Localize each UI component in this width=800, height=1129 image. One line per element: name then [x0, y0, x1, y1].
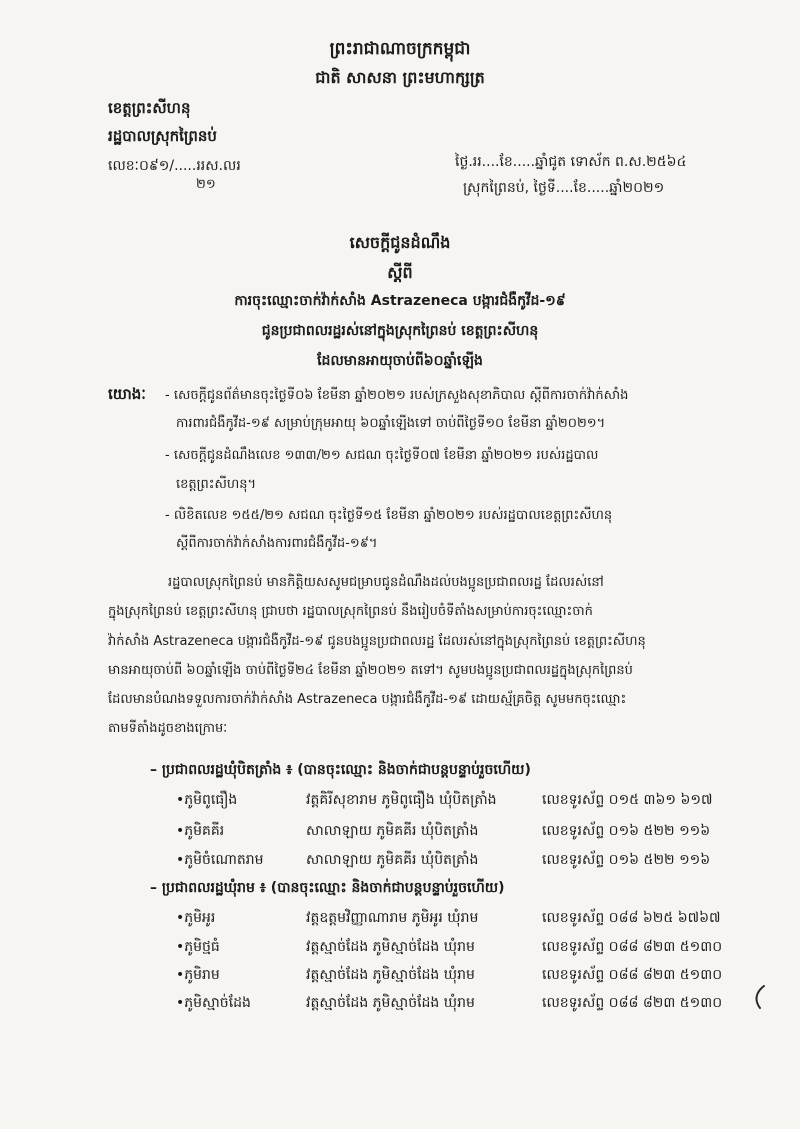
body-line-2: ក្នុងស្រុកព្រៃនប់ ខេត្តព្រះសីហនុ ជ្រាបថា រដ្ឋបាលស្រុកព្រៃនប់ នឹងរៀបចំទីតាំងសម្រាប់ការចុះឈ្មោះចាក់ — [108, 604, 593, 619]
reference-item-3-line-2: ស្ដីពីការចាក់វ៉ាក់សាំងការពារជំងឺកូវីដ-១៩។ — [176, 536, 378, 551]
reference-value: ០៩១/.....ររស.លរ — [138, 158, 241, 174]
village-phone: លេខទូរស័ព្ទ ០១៦ ៥២២ ១១៦ — [542, 823, 711, 839]
village-name: •ភូមិស្មាច់ដែង — [176, 995, 251, 1011]
reference-item-2-line-1: - សេចក្ដីជូនដំណឹងលេខ ១៣៣/២១ សជណ ចុះថ្ងៃទី០៧ ខែមីនា ឆ្នាំ២០២១ របស់រដ្ឋបាល — [165, 448, 599, 463]
reference-item-1-line-1: - សេចក្ដីជូនព័ត៌មានចុះថ្ងៃទី០៦ ខែមីនា ឆ្នាំ២០២១ របស់ក្រសួងសុខាភិបាល ស្ដីពីការចាក់វ៉ាក់សាំង — [165, 388, 629, 403]
reference-label: លេខៈ — [108, 158, 139, 174]
reference-item-3-line-1: - លិខិតលេខ ១៥៥/២១ សជណ ចុះថ្ងៃទី១៥ ខែមីនា ឆ្នាំ២០២១ របស់រដ្ឋបាលខេត្តព្រះសីហនុ — [165, 508, 613, 523]
village-location: វត្តឧត្តមវិញ្ញាណារាម ភូមិអូរ ឃុំរាម — [306, 910, 479, 926]
village-location: សាលាឡាយ ភូមិគគីរ ឃុំបិតត្រាំង — [306, 852, 479, 868]
reference-item-2-line-2: ខេត្តព្រះសីហនុ។ — [176, 477, 257, 492]
village-phone: លេខទូរស័ព្ទ ០៨៨ ៦២៥ ៦៧៦៧ — [542, 910, 721, 926]
body-line-6: តាមទីតាំងដូចខាងក្រោមៈ — [108, 721, 228, 736]
village-name: •ភូមិរាម — [176, 967, 220, 983]
village-phone: លេខទូរស័ព្ទ ០១៦ ៥២២ ១១៦ — [542, 852, 711, 868]
body-line-5: ដែលមានបំណងទទួលការចាក់វ៉ាក់សាំង Astrazeneca បង្ការជំងឺកូវីដ-១៩ ដោយស្ម័គ្រចិត្ត សូមមកចុះឈ្មោះ — [108, 692, 627, 707]
village-location: វត្តស្មាច់ដែង ភូមិស្មាច់ដែង ឃុំរាម — [306, 967, 475, 983]
reference-handwritten: ២១ — [196, 177, 216, 192]
pen-mark-icon — [752, 984, 768, 1010]
body-line-1: រដ្ឋបាលស្រុកព្រៃនប់ មានកិត្តិយសសូមជម្រាបជូនដំណឹងដល់បងប្អូនប្រជាពលរដ្ឋ ដែលរស់នៅ — [168, 575, 604, 590]
notice-title: សេចក្ដីជូនដំណឹង — [349, 233, 451, 252]
body-line-3: វ៉ាក់សាំង Astrazeneca បង្ការជំងឺកូវីដ-១៩ ជូនបងប្អូនប្រជាពលរដ្ឋ ដែលរស់នៅក្នុងស្រុកព្រៃនប់ ខេត្តព្រះសីហនុ — [108, 634, 646, 649]
lunar-date: ថ្ងៃ.ររ....ខែ.....ឆ្នាំជូត ទោស័ក ព.ស.២៥៦៤ — [455, 154, 687, 170]
kingdom-heading: ព្រះរាជាណាចក្រកម្ពុជា — [329, 39, 471, 59]
village-name: •ភូមិអូរ — [176, 910, 216, 926]
village-name: •ភូមិថ្មធំ — [176, 939, 220, 955]
issuer-district: រដ្ឋបាលស្រុកព្រៃនប់ — [108, 127, 217, 145]
solar-date: ស្រុកព្រៃនប់, ថ្ងៃទី....ខែ.....ឆ្នាំ២០២១ — [463, 180, 665, 196]
village-location: វត្តស្មាច់ដែង ភូមិស្មាច់ដែង ឃុំរាម — [306, 995, 475, 1011]
body-line-4: មានអាយុចាប់ពី ៦០ឆ្នាំឡើង ចាប់ពីថ្ងៃទី២៤ ខែមីនា ឆ្នាំ២០២១ តទៅ។ សូមបងប្អូនប្រជាពលរដ្ឋក្នុងស្រុកព្រៃនប់ — [108, 663, 633, 678]
commune-heading-ream: – ប្រជាពលរដ្ឋឃុំរាម ៖ (បានចុះឈ្មោះ និងចាក់ជាបន្តបន្ទាប់រួចហើយ) — [150, 880, 505, 896]
reference-number — [108, 156, 241, 177]
village-location: វត្តស្មាច់ដែង ភូមិស្មាច់ដែង ឃុំរាម — [306, 939, 475, 955]
village-location: សាលាឡាយ ភូមិគគីរ ឃុំបិតត្រាំង — [306, 823, 479, 839]
village-phone: លេខទូរស័ព្ទ ០៨៨ ៨២៣ ៥១៣០ — [542, 939, 723, 955]
notice-subject-line-2: ជូនប្រជាពលរដ្ឋរស់នៅក្នុងស្រុកព្រៃនប់ ខេត្តព្រះសីហនុ — [261, 323, 539, 339]
village-name: •ភូមិចំណោតរាម — [176, 852, 264, 868]
village-name: •ភូមិគគីរ — [176, 823, 225, 839]
references-label: យោងៈ — [108, 385, 146, 403]
notice-subject-line-1: ការចុះឈ្មោះចាក់វ៉ាក់សាំង Astrazeneca បង្ការជំងឺកូវីដ-១៩ — [234, 293, 566, 309]
village-phone: លេខទូរស័ព្ទ ០៨៨ ៨២៣ ៥១៣០ — [542, 967, 723, 983]
notice-subject-label: ស្ដីពី — [387, 263, 413, 282]
reference-item-1-line-2: ការពារជំងឺកូវីដ-១៩ សម្រាប់ក្រុមអាយុ ៦០ឆ្នាំឡើងទៅ ចាប់ពីថ្ងៃទី១០ ខែមីនា ឆ្នាំ២០២១។ — [176, 416, 606, 431]
national-motto: ជាតិ សាសនា ព្រះមហាក្សត្រ — [315, 68, 485, 87]
commune-heading-bittrang: – ប្រជាពលរដ្ឋឃុំបិតត្រាំង ៖ (បានចុះឈ្មោះ និងចាក់ជាបន្តបន្ទាប់រួចហើយ) — [150, 762, 531, 778]
notice-subject-line-3: ដែលមានអាយុចាប់ពី៦០ឆ្នាំឡើង — [317, 353, 483, 369]
village-location: វត្តគិរីសុខារាម ភូមិពូធឿង ឃុំបិតត្រាំង — [306, 792, 497, 808]
village-phone: លេខទូរស័ព្ទ ០៨៨ ៨២៣ ៥១៣០ — [542, 995, 723, 1011]
village-name: •ភូមិពូធឿង — [176, 792, 238, 808]
issuer-province: ខេត្តព្រះសីហនុ — [108, 99, 191, 117]
village-phone: លេខទូរស័ព្ទ ០១៥ ៣៦១ ៦១៧ — [542, 792, 713, 808]
